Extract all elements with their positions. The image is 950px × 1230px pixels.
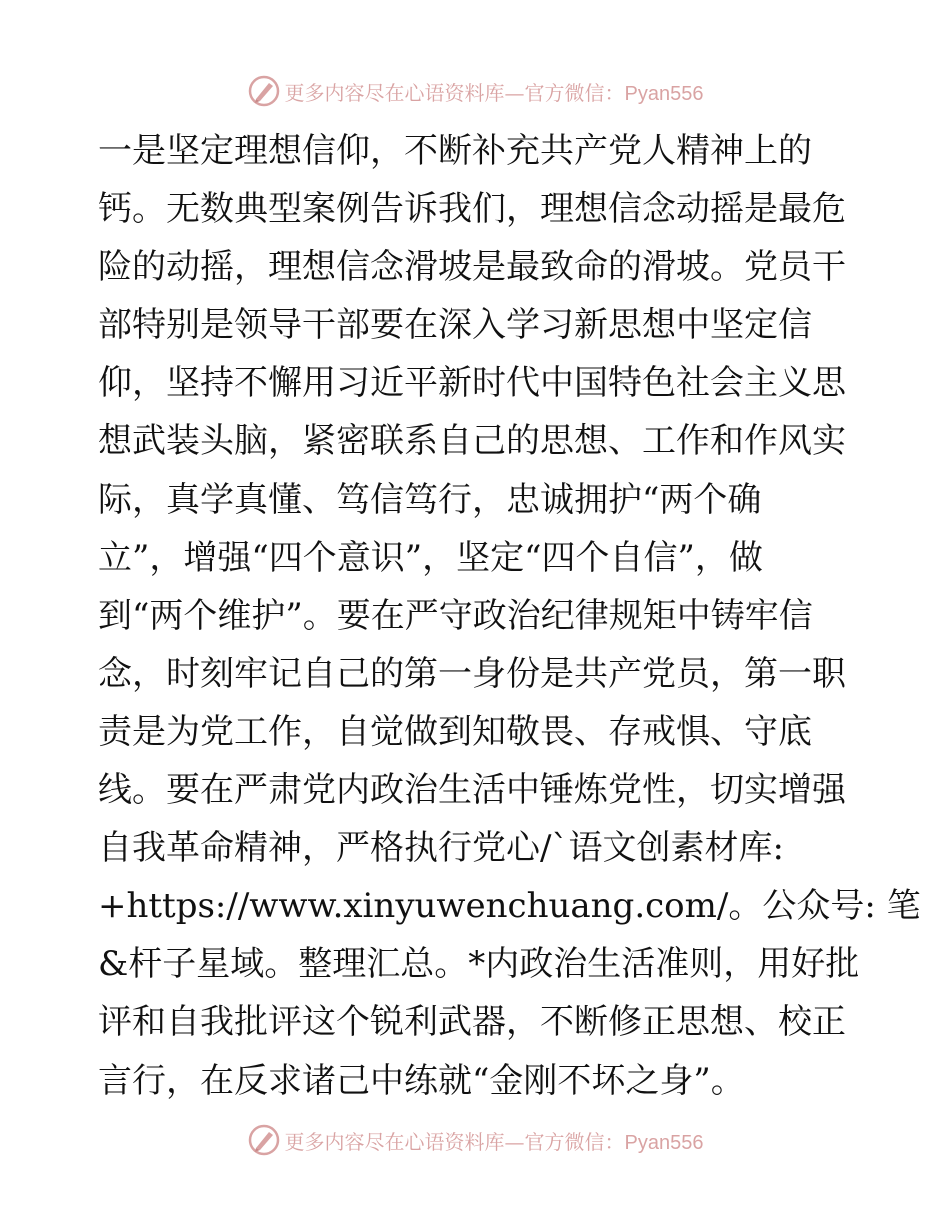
text-line: 评和自我批评这个锐利武器，不断修正思想、校正 [98,1002,846,1043]
watermark-text-cn: 更多内容尽在心语资料库—官方微信： [284,80,625,105]
text-line: 仰，坚持不懈用习近平新时代中国特色社会主义思 [98,363,846,404]
text-line: 立”，增强“四个意识”，坚定“四个自信”，做 [98,537,763,578]
text-line: 部特别是领导干部要在深入学习新思想中坚定信 [98,305,812,346]
watermark-text-cn: 更多内容尽在心语资料库—官方微信： [284,1129,625,1154]
watermark-header [0,71,950,111]
text-line: 险的动摇，理想信念滑坡是最致命的滑坡。党员干 [98,247,846,288]
text-line: 念，时刻牢记自己的第一身份是共产党员，第一职 [98,653,846,694]
text-line: &杆子星域。整理汇总。*内政治生活准则，用好批 [98,944,860,985]
text-line: 自我革命精神，严格执行党心/`语文创素材库: [98,828,784,869]
text-line: +https://www.xinyuwenchuang.com/。公众号: 笔 [98,886,921,927]
text-line: 一是坚定理想信仰，不断补充共产党人精神上的 [98,131,812,171]
watermark-wechat-id: Pyan556 [624,1131,704,1154]
pen-logo-icon [247,74,281,108]
pen-logo-icon [247,1123,281,1157]
text-line: 到“两个维护”。要在严守政治纪律规矩中铸牢信 [98,595,813,636]
text-line: 责是为党工作，自觉做到知敬畏、存戒惧、守底 [98,711,812,752]
watermark-footer [0,1120,950,1160]
watermark-text [285,77,704,106]
text-line: 言行，在反求诸己中练就“金刚不坏之身”。 [98,1060,745,1101]
body-paragraph [98,122,921,1110]
text-line: 钙。无数典型案例告诉我们，理想信念动摇是最危 [98,189,846,230]
watermark-wechat-id: Pyan556 [624,82,704,105]
text-line: 想武装头脑，紧密联系自己的思想、工作和作风实 [98,421,846,462]
text-line: 线。要在严肃党内政治生活中锤炼党性，切实增强 [98,770,846,811]
watermark-text [285,1126,704,1155]
text-line: 际，真学真懂、笃信笃行，忠诚拥护“两个确 [98,479,762,520]
